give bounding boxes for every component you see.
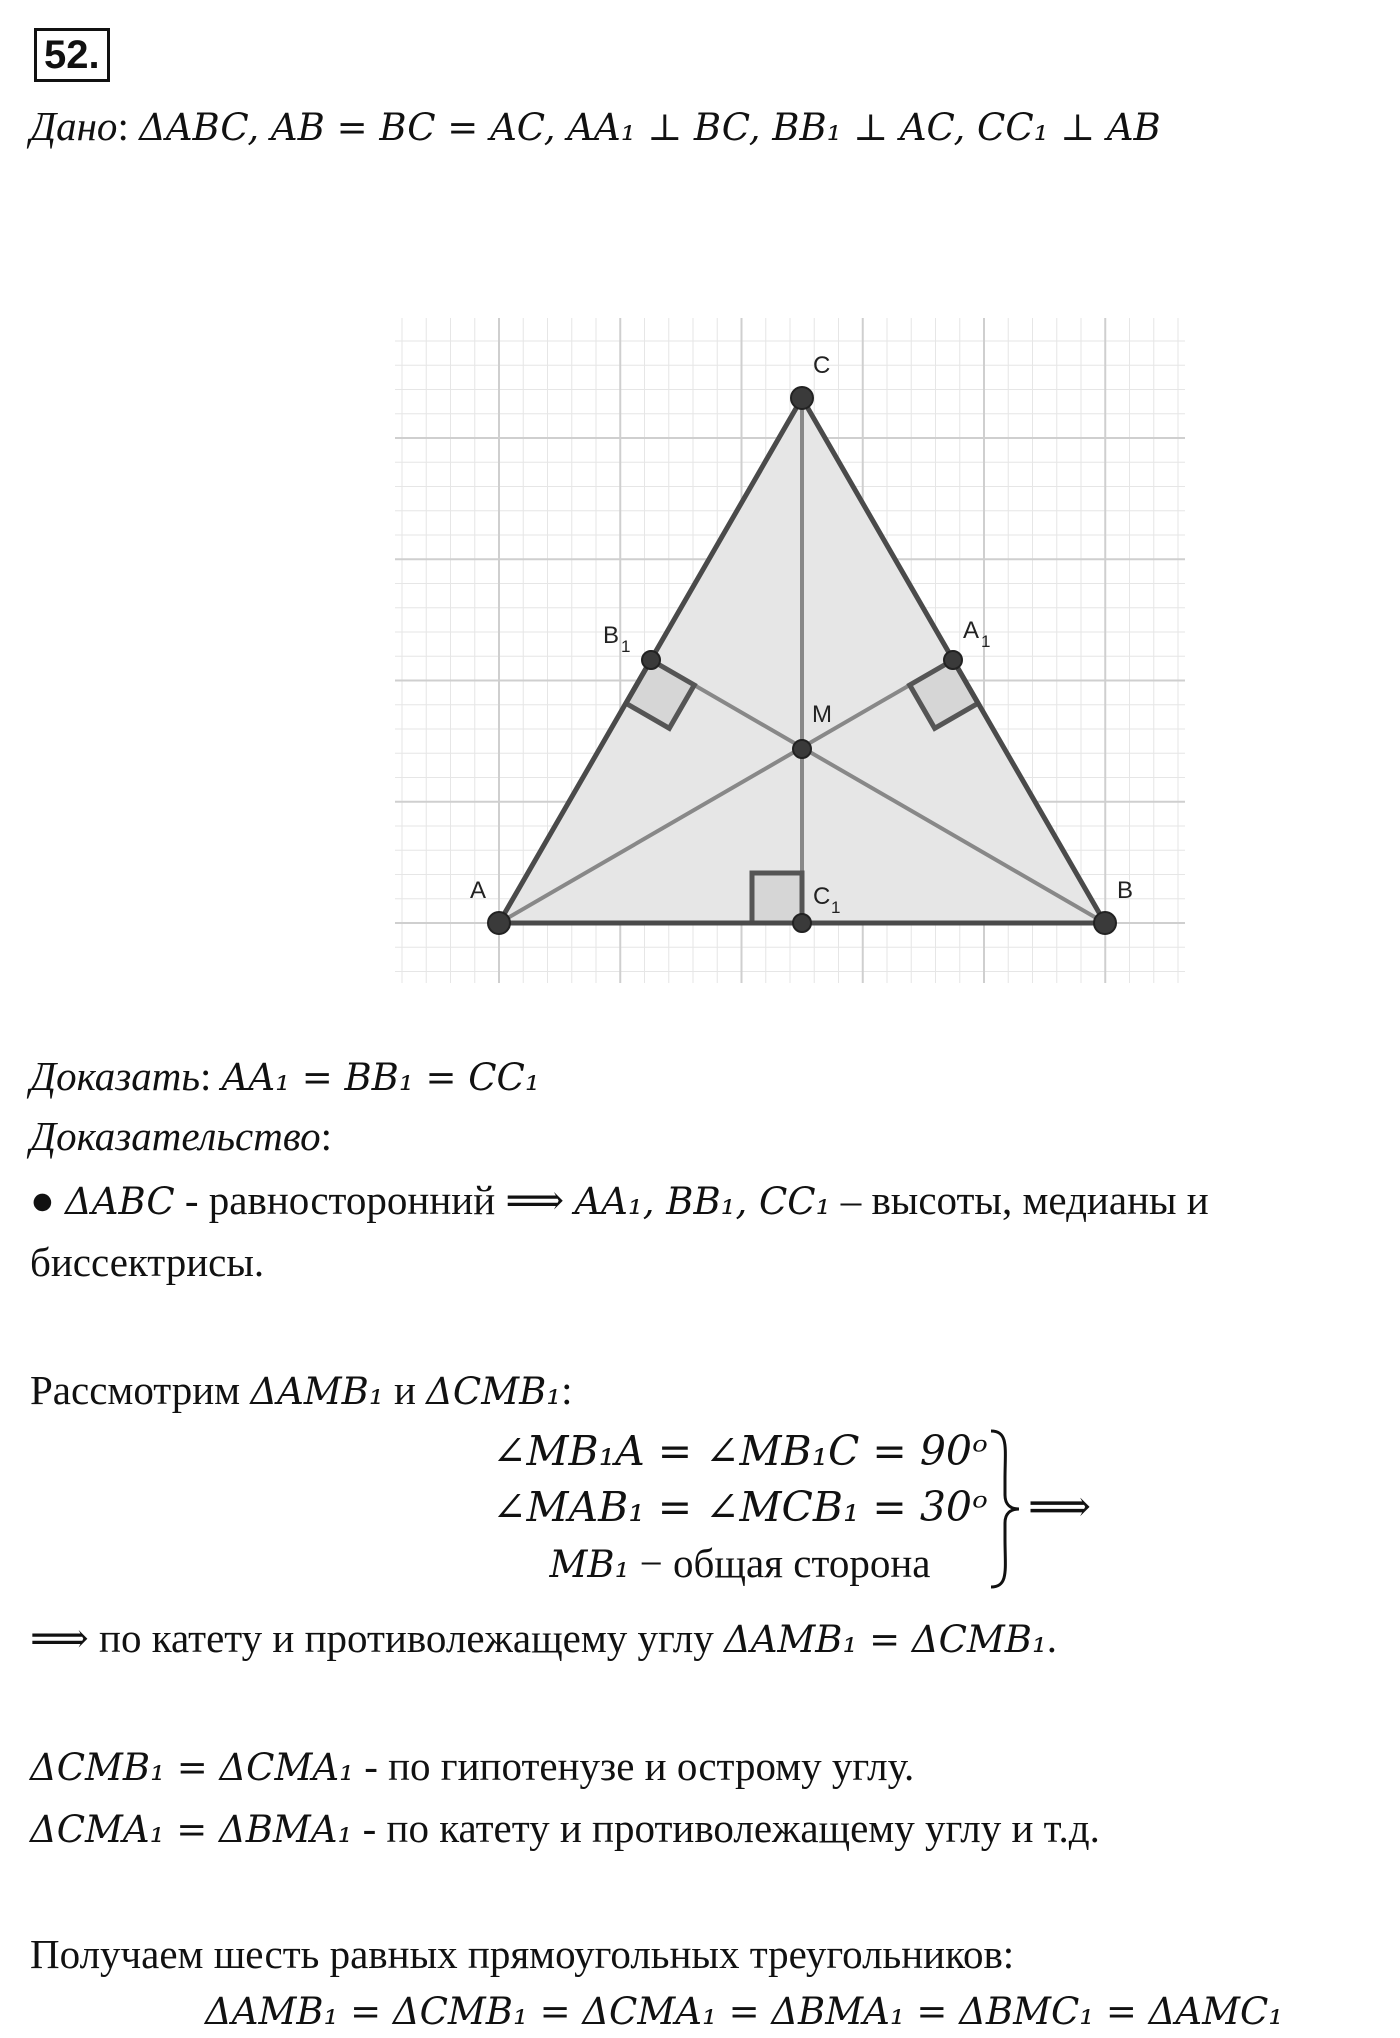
point-a1 (944, 651, 962, 669)
system-line-3: MB₁ − общая сторона (549, 1540, 931, 1586)
label-b1: B (603, 622, 620, 649)
label-b1-sub: 1 (621, 637, 631, 656)
label-c1: C (813, 883, 831, 910)
six-triangles-math: ΔAMB₁ = ΔCMB₁ = ΔCMA₁ = ΔBMA₁ = ΔBMC₁ = ΔAMC₁ (205, 1990, 1284, 2033)
implies-arrow: ⟹ (1028, 1482, 1092, 1531)
prove-text: AA₁ = BB₁ = CC₁ (221, 1056, 540, 1099)
six-triangles-text: Получаем шесть равных прямоугольных треугольников: (30, 1931, 1015, 1977)
right-angle-c1 (752, 873, 802, 923)
conclusion-line: ⟹ по катету и противолежащему углу ΔAMB₁ = ΔCMB₁. (30, 1615, 1058, 1661)
equality-1: ΔCMB₁ = ΔCMA₁ - по гипотенузе и острому углу. (30, 1743, 915, 1789)
point-a (488, 912, 510, 934)
consider-line: Рассмотрим ΔAMB₁ и ΔCMB₁: (30, 1367, 573, 1413)
label-c1-sub: 1 (831, 898, 841, 917)
point-c1 (793, 914, 811, 932)
paragraph-1-cont: биссектрисы. (30, 1239, 265, 1285)
given-label: Дано (30, 103, 118, 149)
label-a1: A (963, 617, 980, 644)
problem-number: 52. (34, 28, 110, 82)
proof-label: Доказательство (30, 1113, 321, 1159)
equation-system (480, 1425, 1100, 1595)
label-a1-sub: 1 (981, 632, 991, 651)
prove-line: Доказать: AA₁ = BB₁ = CC₁ (30, 1053, 540, 1099)
label-a: A (470, 877, 487, 904)
label-c: C (813, 352, 831, 379)
point-m (793, 740, 811, 758)
point-b (1094, 912, 1116, 934)
equality-2: ΔCMA₁ = ΔBMA₁ - по катету и противолежащему углу и т.д. (30, 1805, 1100, 1851)
point-c (791, 387, 813, 409)
label-m: M (812, 701, 832, 728)
triangle-diagram (395, 318, 1185, 983)
given-text: ΔABC, AB = BC = AC, AA₁ ⊥ BC, BB₁ ⊥ AC, CC₁ ⊥ AB (139, 106, 1161, 149)
given-line: Дано: ΔABC, AB = BC = AC, AA₁ ⊥ BC, BB₁ ⊥ AC, CC₁ ⊥ AB (30, 103, 1161, 149)
paragraph-1: ● ΔABC - равносторонний ⟹ AA₁, BB₁, CC₁ – высоты, медианы и (30, 1177, 1209, 1223)
system-line-2: ∠MAB₁ = ∠MCB₁ = 30ᵒ (492, 1483, 988, 1531)
bullet: ● (30, 1177, 55, 1223)
prove-label: Доказать (30, 1053, 201, 1099)
proof-label-line: Доказательство: (30, 1113, 333, 1159)
system-line-1: ∠MB₁A = ∠MB₁C = 90ᵒ (492, 1427, 988, 1475)
right-brace (985, 1429, 1025, 1589)
point-b1 (642, 651, 660, 669)
label-b: B (1117, 877, 1134, 904)
